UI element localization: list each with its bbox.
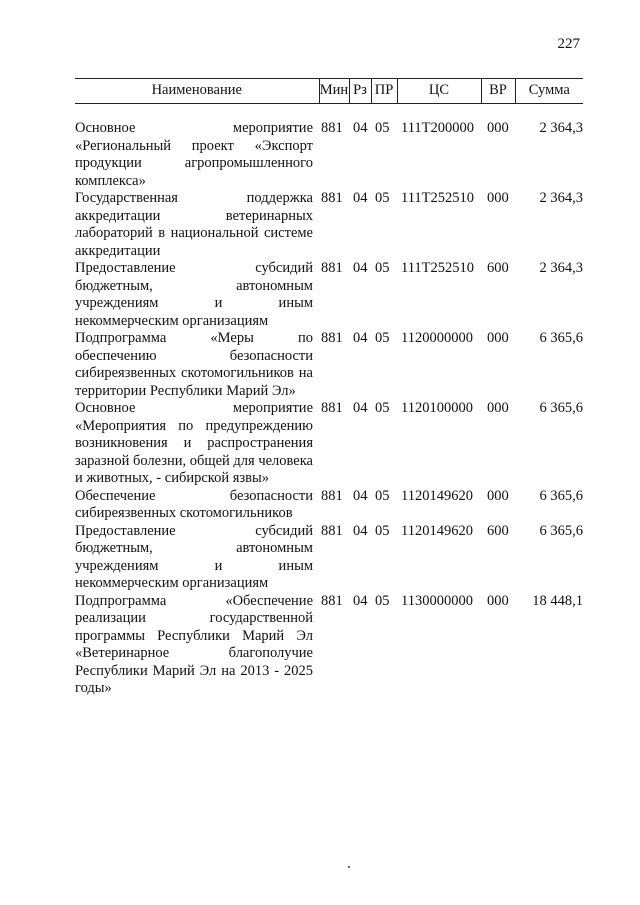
row-vr: 000 [487,190,509,206]
row-rz: 04 [353,190,368,206]
row-pr: 05 [375,120,390,136]
row-rz: 04 [353,592,368,609]
row-pr: 05 [375,190,390,206]
row-cs: 1120149620 [401,522,473,539]
row-cs: 111Т252510 [401,260,475,276]
row-min: 881 [321,260,343,276]
row-sum: 6 365,6 [539,400,583,416]
row-pr: 05 [375,487,390,504]
row-rz: 04 [353,330,368,346]
table-row [75,330,583,400]
table-row [75,488,583,523]
row-rz: 04 [353,487,368,504]
row-name: Основное мероприятие «Региональный проект «Экспорт продукции агропромышленного комплекса» [75,120,313,189]
header-cs: ЦС [397,79,481,104]
row-vr: 000 [487,592,509,609]
table-header-row [75,79,583,104]
row-vr: 000 [487,400,509,416]
table-row [75,260,583,330]
row-cs: 111Т252510 [401,190,475,206]
row-pr: 05 [375,260,390,276]
row-vr: 000 [487,120,509,136]
table-row [75,120,583,190]
table-row [75,523,583,593]
header-sum: Сумма [515,79,583,104]
row-cs: 1120000000 [401,330,473,346]
row-min: 881 [321,522,343,539]
row-pr: 05 [375,400,390,416]
row-sum: 6 365,6 [539,522,583,539]
row-name: Подпрограмма «Меры по обеспечению безопасности сибиреязвенных скотомогильников на территории Республики Марий Эл» [75,330,313,399]
row-sum: 2 364,3 [539,260,583,276]
row-min: 881 [321,400,343,416]
row-sum: 2 364,3 [539,190,583,206]
row-cs: 1130000000 [401,592,473,609]
header-vr: ВР [481,79,515,104]
row-min: 881 [321,330,343,346]
row-min: 881 [321,487,343,504]
row-name: Обеспечение безопасности сибиреязвенных скотомогильников [75,487,313,521]
row-sum: 2 364,3 [539,120,583,136]
row-rz: 04 [353,400,368,416]
row-name: Государственная поддержка аккредитации ветеринарных лабораторий в национальной системе аккредитации [75,190,313,259]
row-rz: 04 [353,260,368,276]
row-min: 881 [321,190,343,206]
row-cs: 111Т200000 [401,120,475,136]
table-row [75,593,583,698]
row-rz: 04 [353,522,368,539]
row-min: 881 [321,120,343,136]
row-cs: 1120100000 [401,400,473,416]
row-sum: 6 365,6 [539,330,583,346]
row-sum: 18 448,1 [532,592,583,609]
table-row [75,400,583,488]
header-min: Мин [319,79,349,104]
row-vr: 000 [487,487,509,504]
row-vr: 000 [487,330,509,346]
row-name: Подпрограмма «Обеспечение реализации государственной программы Республики Марий Эл «Ветеринарное благополучие Республики Марий Эл на 2013 - 2025 годы» [75,592,313,696]
header-pr: ПР [371,79,397,104]
table-row [75,190,583,260]
row-rz: 04 [353,120,368,136]
row-name: Основное мероприятие «Мероприятия по предупреждению возникновения и распространения заразной болезни, общей для человека и животных, - сибирской язвы» [75,400,313,486]
footer-dot [348,866,350,868]
row-vr: 600 [487,522,509,539]
row-vr: 600 [487,260,509,276]
row-cs: 1120149620 [401,487,473,504]
row-pr: 05 [375,330,390,346]
header-rz: Рз [349,79,371,104]
row-sum: 6 365,6 [539,487,583,504]
row-min: 881 [321,592,343,609]
header-name: Наименование [75,79,319,104]
page-number: 227 [557,36,580,52]
row-name: Предоставление субсидий бюджетным, автономным учреждениям и иным некоммерческим организациям [75,522,313,591]
row-pr: 05 [375,592,390,609]
row-name: Предоставление субсидий бюджетным, автономным учреждениям и иным некоммерческим организациям [75,260,313,329]
budget-table [75,78,583,698]
row-pr: 05 [375,522,390,539]
